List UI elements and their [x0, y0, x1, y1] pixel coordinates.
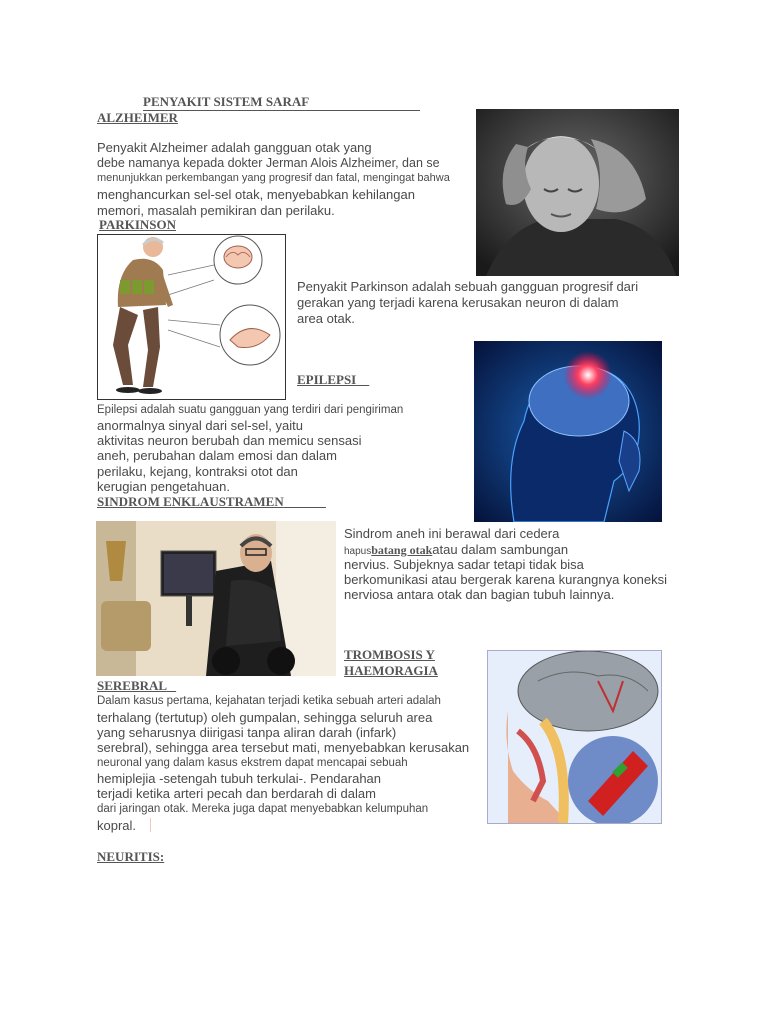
- neuritis-heading: NEURITIS:: [97, 849, 165, 864]
- trombosis-text-9: kopral.: [97, 818, 137, 833]
- sindrom-text-5: nerviosa antara otak dan bagian tubuh lainnya.: [344, 587, 615, 602]
- sindrom-text-1: Sindrom aneh ini berawal dari cedera: [344, 526, 560, 541]
- parkinson-text-3: area otak.: [297, 311, 355, 326]
- alzheimer-text-5: memori, masalah pemikiran dan perilaku.: [97, 203, 335, 218]
- trombosis-anatomy-image: [487, 650, 662, 824]
- trombosis-heading-3: SEREBRAL: [97, 678, 167, 693]
- trombosis-heading-1: TROMBOSIS Y: [344, 647, 435, 662]
- parkinson-heading: PARKINSON: [99, 217, 177, 232]
- epilepsi-text-5: perilaku, kejang, kontraksi otot dan: [97, 464, 298, 479]
- epilepsi-text-6: kerugian pengetahuan.: [97, 479, 231, 494]
- epilepsi-text-3: aktivitas neuron berubah dan memicu sensasi: [97, 433, 362, 448]
- epilepsi-text-2: anormalnya sinyal dari sel-sel, yaitu: [97, 418, 303, 433]
- epilepsi-heading: EPILEPSI: [297, 372, 357, 387]
- epilepsi-text-4: aneh, perubahan dalam emosi dan dalam: [97, 448, 337, 463]
- epilepsi-brain-image: [474, 341, 662, 522]
- epilepsi-text-1: Epilepsi adalah suatu gangguan yang terdiri dari pengiriman: [97, 404, 404, 416]
- parkinson-text-1: Penyakit Parkinson adalah sebuah gangguan progresif dari: [297, 279, 639, 294]
- sindrom-text-3: nervius. Subjeknya sadar tetapi tidak bisa: [344, 557, 584, 572]
- trombosis-text-6: hemiplejia -setengah tubuh terkulai-. Pendarahan: [97, 771, 382, 786]
- trombosis-text-2: terhalang (tertutup) oleh gumpalan, sehingga seluruh area: [97, 710, 433, 725]
- alzheimer-photo: [476, 109, 679, 276]
- trombosis-text-5: neuronal yang dalam kasus ekstrem dapat mencapai sebuah: [97, 757, 408, 769]
- title-underline: [143, 110, 420, 111]
- trombosis-heading-2: HAEMORAGIA: [344, 663, 438, 678]
- alzheimer-text-4: menghancurkan sel-sel otak, menyebabkan kehilangan: [97, 187, 415, 202]
- sindrom-text-2a: hapus: [344, 546, 372, 557]
- page-title: PENYAKIT SISTEM SARAF: [143, 94, 310, 109]
- sindrom-wheelchair-photo: [96, 521, 336, 676]
- trombosis-text-3: yang seharusnya diirigasi tanpa aliran darah (infark): [97, 725, 397, 740]
- parkinson-text-2: gerakan yang terjadi karena kerusakan neuron di dalam: [297, 295, 619, 310]
- alzheimer-text-1: Penyakit Alzheimer adalah gangguan otak yang: [97, 140, 372, 155]
- trombosis-text-8: dari jaringan otak. Mereka juga dapat menyebabkan kelumpuhan: [97, 803, 429, 815]
- text-cursor-mark: [150, 818, 151, 832]
- trombosis-text-4: serebral), sehingga area tersebut mati, menyebabkan kerusakan: [97, 740, 470, 755]
- alzheimer-text-2: debe namanya kepada dokter Jerman Alois Alzheimer, dan se: [97, 156, 440, 170]
- sindrom-text-2c: atau dalam sambungan: [432, 542, 569, 557]
- alzheimer-heading: ALZHEIMER: [97, 110, 178, 125]
- sindrom-heading: SINDROM ENKLAUSTRAMEN: [97, 494, 284, 509]
- parkinson-illustration: [97, 234, 286, 400]
- alzheimer-text-3: menunjukkan perkembangan yang progresif dan fatal, mengingat bahwa: [97, 172, 450, 184]
- sindrom-link-batang-otak[interactable]: batang otak: [371, 543, 433, 557]
- sindrom-text-4: berkomunikasi atau bergerak karena kurangnya koneksi: [344, 572, 668, 587]
- trombosis-text-1: Dalam kasus pertama, kejahatan terjadi ketika sebuah arteri adalah: [97, 695, 441, 707]
- trombosis-text-7: terjadi ketika arteri pecah dan berdarah di dalam: [97, 786, 376, 801]
